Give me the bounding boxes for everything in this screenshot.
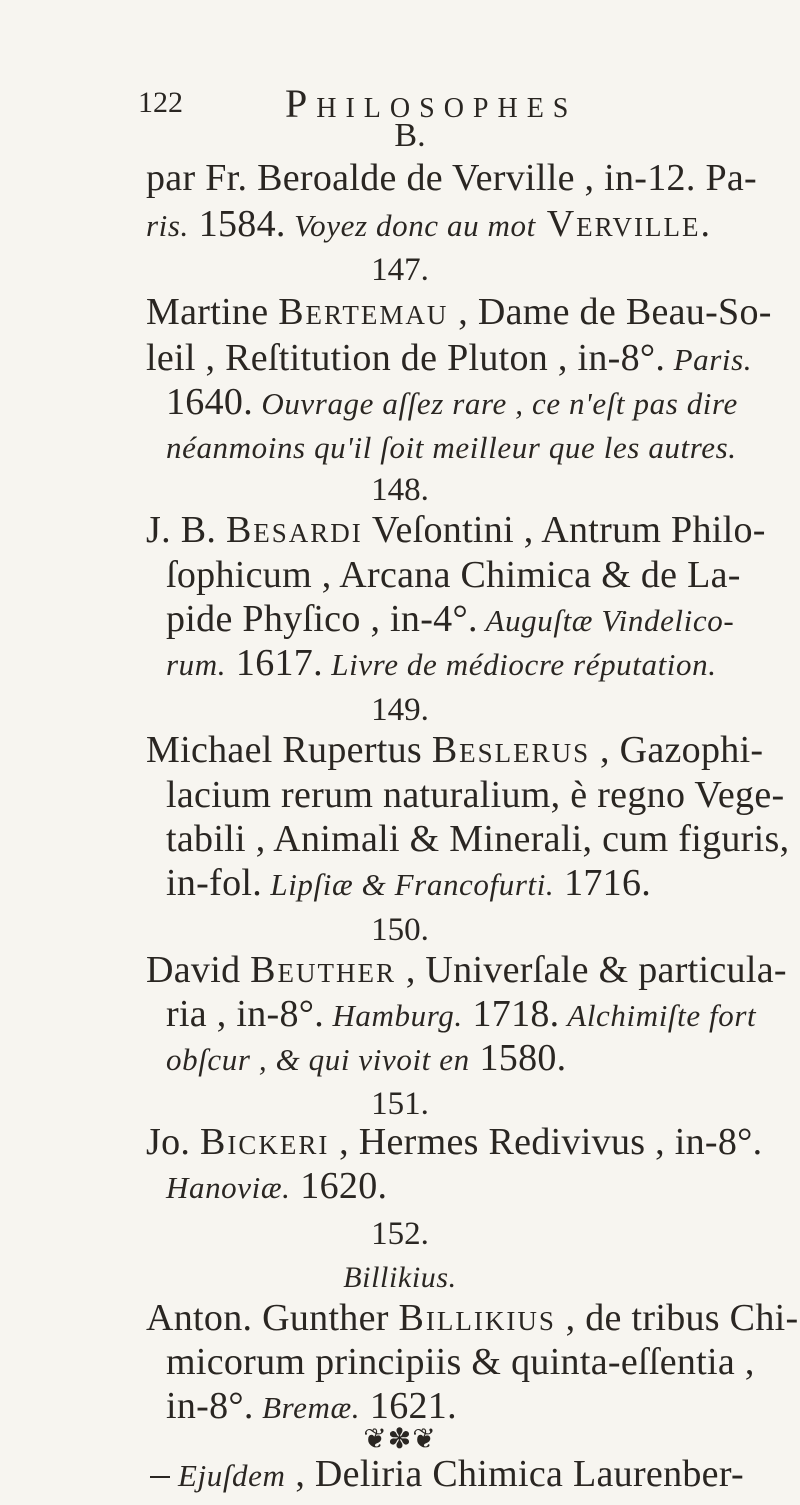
entry-number-148: 148. xyxy=(371,472,429,508)
entry-150-line-2: ria , in-8°. Hamburg. 1718. Alchimiſte fort xyxy=(166,993,757,1035)
entry-number-149: 149. xyxy=(371,692,429,728)
entry-152-heading: Billikius. xyxy=(343,1261,457,1294)
entry-146-line-2: ris. 1584. Voyez donc au mot Verville. xyxy=(146,203,712,245)
entry-146-line-1: par Fr. Beroalde de Verville , in-12. Pa- xyxy=(146,157,758,199)
ornament-divider: ❦✽❦ xyxy=(363,1422,437,1455)
entry-number-151: 151. xyxy=(371,1086,429,1122)
running-title: Philosophes xyxy=(285,81,578,126)
entry-number-152: 152. xyxy=(371,1216,429,1252)
entry-147-line-3: 1640. Ouvrage aſſez rare , ce n'eſt pas dire xyxy=(166,381,738,423)
entry-150-line-3: obſcur , & qui vivoit en 1580. xyxy=(166,1037,567,1079)
entry-152-line-2: micorum principiis & quinta-eſſentia , xyxy=(166,1341,755,1383)
entry-149-line-1: Michael Rupertus Beslerus , Gazophi- xyxy=(146,729,764,771)
entry-number-147: 147. xyxy=(371,252,429,288)
entry-148-line-4: rum. 1617. Livre de médiocre réputation. xyxy=(166,642,717,684)
entry-147-line-2: leil , Reſtitution de Pluton , in-8°. Paris. xyxy=(146,337,753,379)
entry-151-line-2: Hanoviæ. 1620. xyxy=(166,1165,388,1207)
entry-149-line-3: tabili , Animali & Minerali, cum figuris, xyxy=(166,818,790,860)
entry-152-line-3: in-8°. Bremæ. 1621. xyxy=(166,1385,457,1427)
entry-147-line-1: Martine Bertemau , Dame de Beau-So- xyxy=(146,291,772,333)
section-letter: B. xyxy=(394,117,426,154)
entry-147-line-4: néanmoins qu'il ſoit meilleur que les autres. xyxy=(166,430,737,465)
entry-149-line-2: lacium rerum naturalium, è regno Vege- xyxy=(166,774,785,816)
entry-148-line-3: pide Phyſico , in-4°. Auguſtæ Vindelico- xyxy=(166,598,735,640)
dash-mark xyxy=(150,1476,170,1478)
entry-150-line-1: David Beuther , Univerſale & particula- xyxy=(146,949,787,991)
entry-number-150: 150. xyxy=(371,912,429,948)
entry-153-line-1: Ejuſdem , Deliria Chimica Laurenber- xyxy=(150,1452,744,1498)
entry-148-line-1: J. B. Besardi Veſontini , Antrum Philo- xyxy=(146,509,766,551)
page-number: 122 xyxy=(138,86,183,119)
entry-152-line-1: Anton. Gunther Billikius , de tribus Chi- xyxy=(146,1297,799,1339)
entry-151-line-1: Jo. Bickeri , Hermes Redivivus , in-8°. xyxy=(146,1121,763,1163)
entry-149-line-4: in-fol. Lipſiæ & Francofurti. 1716. xyxy=(166,862,652,904)
entry-148-line-2: ſophicum , Arcana Chimica & de La- xyxy=(166,554,741,596)
